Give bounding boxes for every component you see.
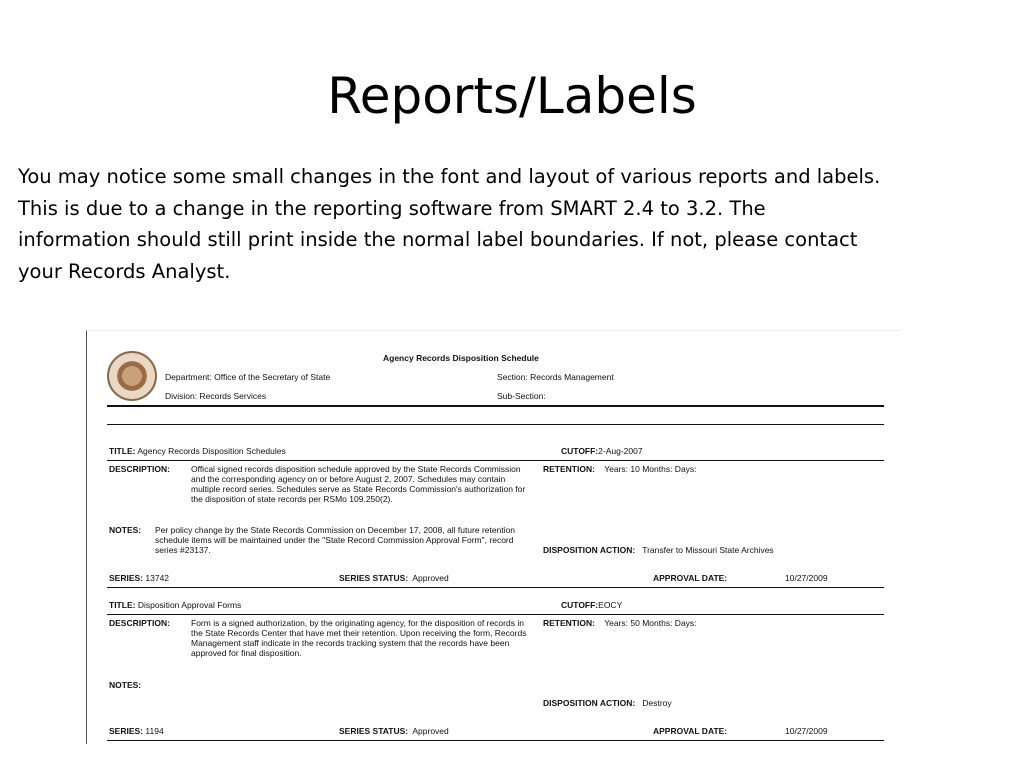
description-value: Offical signed records disposition schedule approved by the State Records Commission and the corresponding agency on or before August 2, 2007. Schedules may contain multiple record series. Schedules serve as State Records Commission's authorization for the disposition of state records per RSMo 109.250(2). <box>191 464 526 504</box>
series-label: SERIES: <box>109 573 144 583</box>
disposition-value: Destroy <box>642 698 672 708</box>
cutoff-row <box>561 600 622 610</box>
divider <box>107 424 884 425</box>
divider <box>107 405 884 407</box>
approval-date-label: APPROVAL DATE: <box>653 573 728 583</box>
paragraph-line: your Records Analyst. <box>18 259 231 283</box>
slide-paragraph <box>18 161 978 287</box>
retention-row <box>543 464 697 474</box>
series-status-value: Approved <box>412 573 449 583</box>
description-label: DESCRIPTION: <box>109 464 170 474</box>
notes-label: NOTES: <box>109 525 142 535</box>
retention-row <box>543 618 697 628</box>
series-label: SERIES: <box>109 726 144 736</box>
retention-label: RETENTION: <box>543 618 595 628</box>
series-row <box>109 726 164 736</box>
series-value: 13742 <box>145 573 170 583</box>
paragraph-line: This is due to a change in the reporting software from SMART 2.4 to 3.2. The <box>18 196 766 220</box>
cutoff-label: CUTOFF: <box>561 446 599 456</box>
divider <box>107 740 884 741</box>
divider <box>107 614 884 615</box>
title-value: Agency Records Disposition Schedules <box>137 446 286 456</box>
report-heading: Agency Records Disposition Schedule <box>383 353 539 363</box>
series-value: 1194 <box>145 726 164 736</box>
paragraph-line: You may notice some small changes in the font and layout of various reports and labels. <box>18 165 881 188</box>
divider <box>107 460 884 461</box>
disposition-row <box>543 545 774 555</box>
approval-date-value: 10/27/2009 <box>785 726 828 736</box>
slide-title: Reports/Labels <box>327 67 697 125</box>
disposition-row <box>543 698 672 708</box>
description-label: DESCRIPTION: <box>109 618 170 628</box>
series-status-row <box>339 726 449 736</box>
series-row <box>109 573 169 583</box>
division-label: Division: Records Services <box>165 391 267 401</box>
notes-label: NOTES: <box>109 680 142 690</box>
title-value: Disposition Approval Forms <box>137 600 242 610</box>
cutoff-row <box>561 446 643 456</box>
cutoff-value: EOCY <box>598 600 623 610</box>
section-label: Section: Records Management <box>497 372 614 382</box>
approval-date-label: APPROVAL DATE: <box>653 726 728 736</box>
disposition-value: Transfer to Missouri State Archives <box>642 545 774 555</box>
disposition-label: DISPOSITION ACTION: <box>543 698 636 708</box>
disposition-label: DISPOSITION ACTION: <box>543 545 636 555</box>
series-status-row <box>339 573 449 583</box>
subsection-label: Sub-Section: <box>497 391 546 401</box>
retention-value: Years: 50 Months: Days: <box>604 618 697 628</box>
series-status-value: Approved <box>412 726 449 736</box>
report-scan <box>86 330 901 744</box>
series-status-label: SERIES STATUS: <box>339 726 409 736</box>
state-seal-icon <box>107 351 157 401</box>
title-row <box>109 600 241 610</box>
series-status-label: SERIES STATUS: <box>339 573 409 583</box>
retention-value: Years: 10 Months: Days: <box>604 464 697 474</box>
title-row <box>109 446 286 456</box>
cutoff-value: 2-Aug-2007 <box>598 446 643 456</box>
department-label: Department: Office of the Secretary of State <box>165 372 331 382</box>
title-label: TITLE: <box>109 600 136 610</box>
description-value: Form is a signed authorization, by the originating agency, for the disposition of records in the State Records Center that have met their retention. Upon receiving the form, Records Management staff indicate in the records tracking system that the records have been approved for final disposition. <box>191 618 527 658</box>
approval-date-value: 10/27/2009 <box>785 573 828 583</box>
paragraph-line: information should still print inside the normal label boundaries. If not, please contact <box>18 228 858 251</box>
retention-label: RETENTION: <box>543 464 595 474</box>
notes-value: Per policy change by the State Records Commission on December 17, 2008, all future retention schedule items will be maintained under the "State Record Commission Approval Form", record series #23137. <box>155 525 516 555</box>
divider <box>107 587 884 588</box>
title-label: TITLE: <box>109 446 136 456</box>
cutoff-label: CUTOFF: <box>561 600 599 610</box>
